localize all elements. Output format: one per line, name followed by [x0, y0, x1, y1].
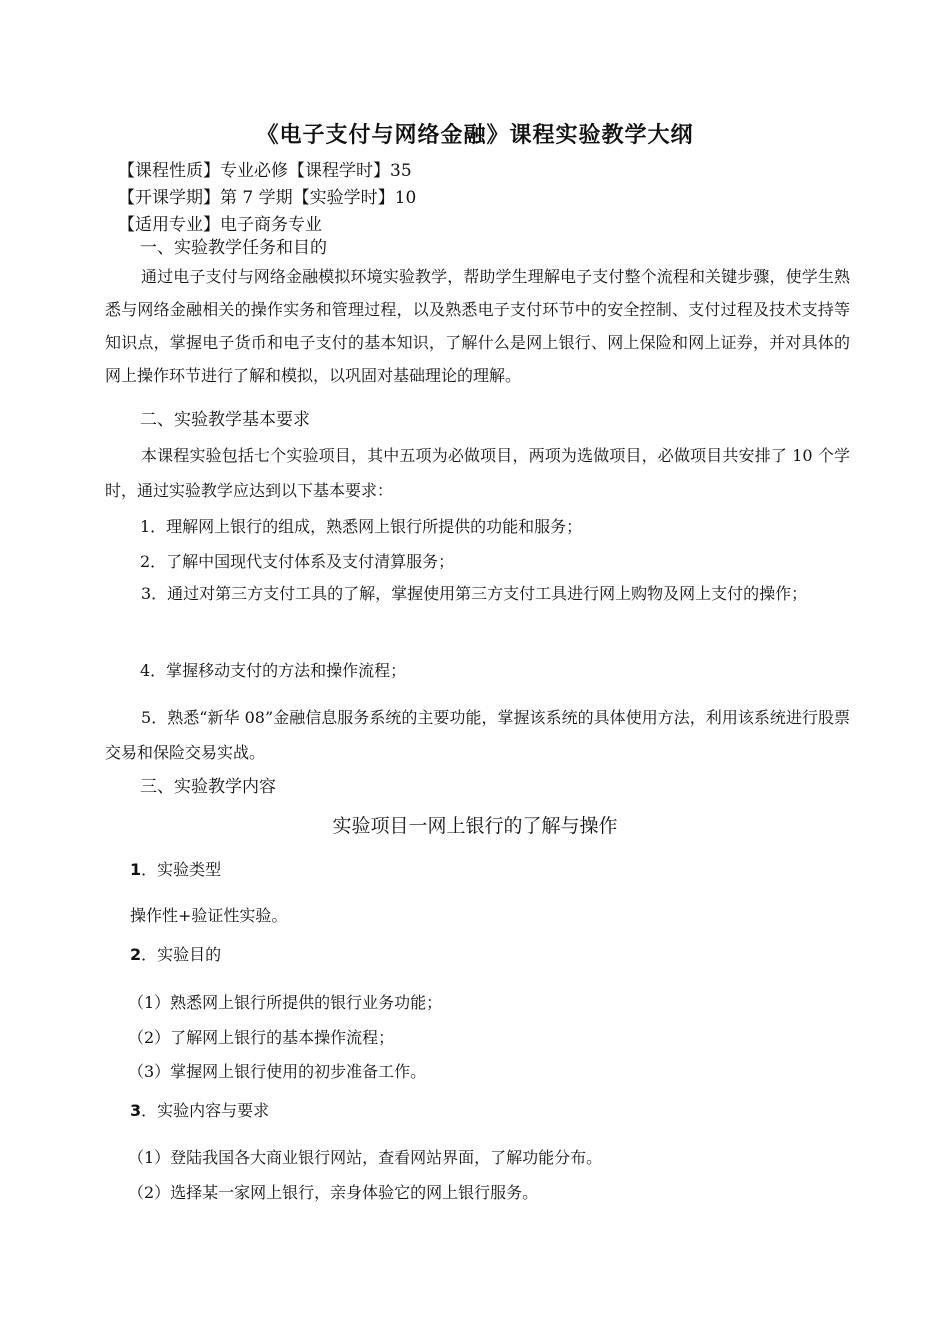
- requirement-item: 5．熟悉“新华 08”金融信息服务系统的主要功能，掌握该系统的具体使用方法，利用该系统进行股票交易和保险交易实战。: [105, 708, 850, 762]
- subheading-label: ．实验目的: [141, 945, 222, 964]
- content-item: （2）选择某一家网上银行，亲身体验它的网上银行服务。: [128, 1183, 539, 1202]
- requirement-item: 1．理解网上银行的组成，熟悉网上银行所提供的功能和服务；: [140, 517, 583, 536]
- subheading-label: ．实验类型: [141, 860, 222, 879]
- subheading-experiment-purpose: [130, 942, 221, 965]
- purpose-item: （2）了解网上银行的基本操作流程；: [128, 1028, 395, 1047]
- requirement-item: 3．通过对第三方支付工具的了解，掌握使用第三方支付工具进行网上购物及网上支付的操作；: [141, 584, 808, 603]
- purpose-item: （3）掌握网上银行使用的初步准备工作。: [128, 1062, 427, 1081]
- experiment-type-text: 操作性+验证性实验。: [130, 906, 288, 925]
- subheading-number: 2: [130, 945, 142, 964]
- course-meta-nature: 【课程性质】专业必修【课程学时】35: [118, 161, 412, 181]
- requirement-item: 4．掌握移动支付的方法和操作流程；: [140, 661, 407, 680]
- section1-heading: 一、实验教学任务和目的: [140, 238, 327, 258]
- content-item: （1）登陆我国各大商业银行网站，查看网站界面，了解功能分布。: [128, 1148, 603, 1167]
- requirement-item: 2．了解中国现代支付体系及支付清算服务；: [140, 552, 455, 571]
- subheading-number: 1: [130, 860, 142, 879]
- section1-paragraph: 通过电子支付与网络金融模拟环境实验教学，帮助学生理解电子支付整个流程和关键步骤，使学生熟悉与网络金融相关的操作实务和管理过程，以及熟悉电子支付环节中的安全控制、支付过程及技术支持等知识点，掌握电子货币和电子支付的基本知识，了解什么是网上银行、网上保险和网上证券，并对具体的网上操作环节进行了解和模拟，以巩固对基础理论的理解。: [105, 267, 850, 385]
- document-title: 《电子支付与网络金融》课程实验教学大纲: [256, 123, 694, 148]
- subheading-label: ．实验内容与要求: [141, 1101, 270, 1120]
- purpose-item: （1）熟悉网上银行所提供的银行业务功能；: [128, 993, 443, 1012]
- subheading-experiment-content: [130, 1098, 269, 1121]
- subheading-number: 3: [130, 1101, 142, 1120]
- course-meta-major: 【适用专业】电子商务专业: [118, 215, 322, 235]
- course-meta-semester: 【开课学期】第 7 学期【实验学时】10: [118, 188, 417, 208]
- section2-intro: 本课程实验包括七个实验项目，其中五项为必做项目，两项为选做项目，必做项目共安排了 10 个学时，通过实验教学应达到以下基本要求：: [105, 446, 850, 500]
- section2-heading: 二、实验教学基本要求: [140, 410, 310, 430]
- section3-heading: 三、实验教学内容: [140, 777, 276, 797]
- subheading-experiment-type: [130, 857, 221, 880]
- project-title: 实验项目一网上银行的了解与操作: [332, 815, 618, 837]
